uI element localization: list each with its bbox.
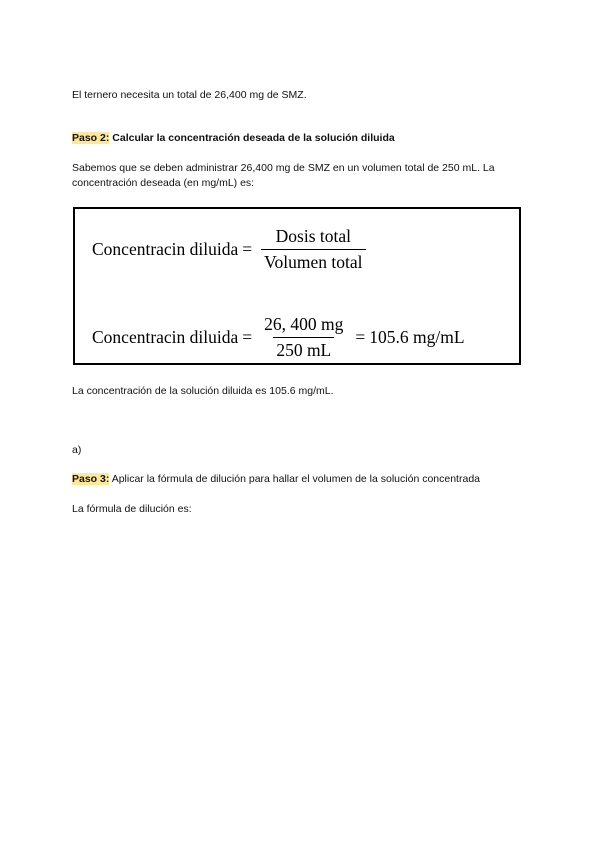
equation-numeric <box>92 314 465 361</box>
eq2-fraction <box>261 314 346 361</box>
eq2-lhs: Concentracin diluida <box>92 327 239 347</box>
eq1-equals: = <box>242 239 253 259</box>
step3-label: Paso 3: <box>72 473 110 485</box>
intro-sentence: El ternero necesita un total de 26,400 mg de SMZ. <box>72 89 307 101</box>
result-sentence: La concentración de la solución diluida es 105.6 mg/mL. <box>72 385 334 397</box>
part-a-label: a) <box>72 444 82 456</box>
formula-intro: La fórmula de dilución es: <box>72 503 192 515</box>
eq2-equals-2: = <box>355 327 366 347</box>
equation-box <box>73 207 521 365</box>
step2-heading <box>72 131 395 146</box>
eq1-denominator: Volumen total <box>261 249 365 273</box>
step3-title: Aplicar la fórmula de dilución para hallar el volumen de la solución concentrada <box>109 473 480 485</box>
step2-paragraph-line1: Sabemos que se deben administrar 26,400 mg de SMZ en un volumen total de 250 mL. La <box>72 162 495 174</box>
eq1-numerator: Dosis total <box>275 226 352 246</box>
step2-paragraph-line2: concentración deseada (en mg/mL) es: <box>72 177 255 189</box>
step2-title: Calcular la concentración deseada de la solución diluida <box>109 132 395 144</box>
eq2-result: 105.6 mg/mL <box>369 327 465 347</box>
eq1-lhs: Concentracin diluida <box>92 239 239 259</box>
eq1-fraction <box>261 226 365 273</box>
eq2-denominator: 250 mL <box>273 337 334 361</box>
step3-heading <box>72 472 480 487</box>
step2-label: Paso 2: <box>72 132 110 144</box>
equation-general <box>92 226 371 273</box>
eq2-equals: = <box>242 327 253 347</box>
eq2-numerator: 26, 400 mg <box>264 314 344 334</box>
